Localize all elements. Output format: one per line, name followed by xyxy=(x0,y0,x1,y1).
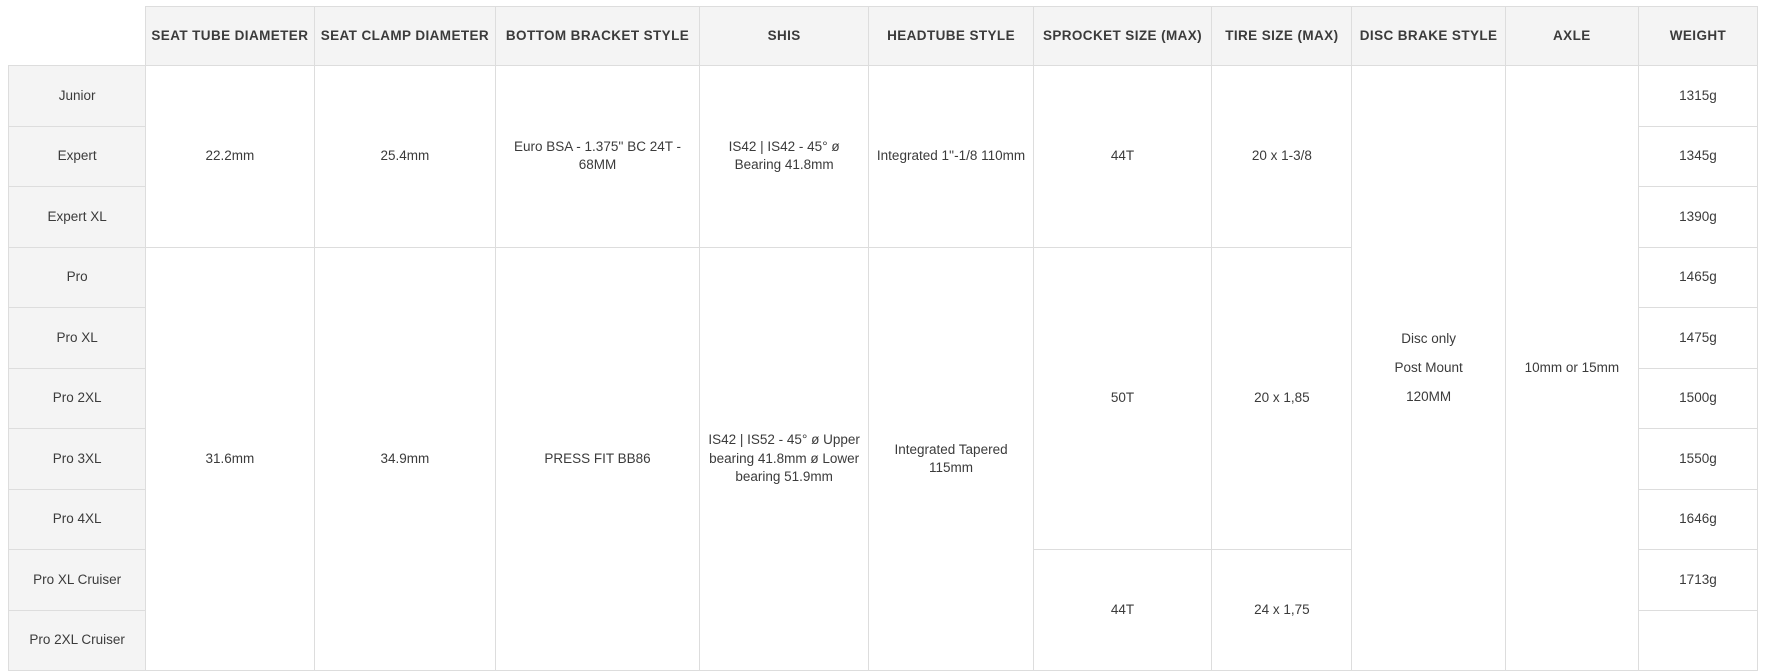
row-label-junior: Junior xyxy=(9,66,146,127)
row-label-pro-4xl: Pro 4XL xyxy=(9,489,146,550)
cell-sprocket-top: 44T xyxy=(1033,66,1212,248)
cell-weight: 1550g xyxy=(1638,429,1757,490)
row-label-pro-xl-cruiser: Pro XL Cruiser xyxy=(9,550,146,611)
cell-bottom-bracket-bottom: PRESS FIT BB86 xyxy=(496,247,700,671)
header-row xyxy=(9,7,1758,66)
row-label-pro-3xl: Pro 3XL xyxy=(9,429,146,490)
cell-headtube-top: Integrated 1''-1/8 110mm xyxy=(869,66,1033,248)
header-corner xyxy=(9,7,146,66)
cell-headtube-bottom: Integrated Tapered 115mm xyxy=(869,247,1033,671)
header-tire-size: TIRE SIZE (MAX) xyxy=(1212,7,1352,66)
header-seat-clamp-diameter: SEAT CLAMP DIAMETER xyxy=(314,7,496,66)
cell-tire-cruiser: 24 x 1,75 xyxy=(1212,550,1352,671)
table-header xyxy=(9,7,1758,66)
cell-seat-clamp-top: 25.4mm xyxy=(314,66,496,248)
header-shis: SHIS xyxy=(699,7,868,66)
cell-seat-clamp-bottom: 34.9mm xyxy=(314,247,496,671)
cell-weight xyxy=(1638,610,1757,671)
table-body xyxy=(9,66,1758,671)
header-headtube-style: HEADTUBE STYLE xyxy=(869,7,1033,66)
specifications-table xyxy=(8,6,1758,671)
header-weight: WEIGHT xyxy=(1638,7,1757,66)
row-label-expert: Expert xyxy=(9,126,146,187)
cell-sprocket-cruiser: 44T xyxy=(1033,550,1212,671)
cell-tire-top: 20 x 1-3/8 xyxy=(1212,66,1352,248)
cell-disc-brake-style xyxy=(1352,66,1505,671)
cell-weight: 1345g xyxy=(1638,126,1757,187)
cell-axle: 10mm or 15mm xyxy=(1505,66,1638,671)
cell-bottom-bracket-top: Euro BSA - 1.375'' BC 24T - 68MM xyxy=(496,66,700,248)
header-axle: AXLE xyxy=(1505,7,1638,66)
table-row xyxy=(9,66,1758,127)
row-label-expert-xl: Expert XL xyxy=(9,187,146,248)
cell-tire-bottom: 20 x 1,85 xyxy=(1212,247,1352,550)
cell-shis-bottom: IS42 | IS52 - 45° ø Upper bearing 41.8mm ø Lower bearing 51.9mm xyxy=(699,247,868,671)
row-label-pro-xl: Pro XL xyxy=(9,308,146,369)
header-bottom-bracket-style: BOTTOM BRACKET STYLE xyxy=(496,7,700,66)
disc-line-2: Post Mount xyxy=(1394,359,1463,375)
cell-shis-top: IS42 | IS42 - 45° ø Bearing 41.8mm xyxy=(699,66,868,248)
cell-weight: 1315g xyxy=(1638,66,1757,127)
cell-weight: 1465g xyxy=(1638,247,1757,308)
row-label-pro-2xl-cruiser: Pro 2XL Cruiser xyxy=(9,610,146,671)
cell-seat-tube-top: 22.2mm xyxy=(146,66,314,248)
cell-sprocket-bottom: 50T xyxy=(1033,247,1212,550)
cell-weight: 1475g xyxy=(1638,308,1757,369)
disc-line-1: Disc only xyxy=(1401,330,1456,346)
cell-weight: 1646g xyxy=(1638,489,1757,550)
disc-line-3: 120MM xyxy=(1406,389,1452,405)
header-disc-brake-style: DISC BRAKE STYLE xyxy=(1352,7,1505,66)
header-sprocket-size: SPROCKET SIZE (MAX) xyxy=(1033,7,1212,66)
row-label-pro-2xl: Pro 2XL xyxy=(9,368,146,429)
row-label-pro: Pro xyxy=(9,247,146,308)
header-seat-tube-diameter: SEAT TUBE DIAMETER xyxy=(146,7,314,66)
cell-weight: 1390g xyxy=(1638,187,1757,248)
cell-weight: 1500g xyxy=(1638,368,1757,429)
cell-seat-tube-bottom: 31.6mm xyxy=(146,247,314,671)
cell-weight: 1713g xyxy=(1638,550,1757,611)
